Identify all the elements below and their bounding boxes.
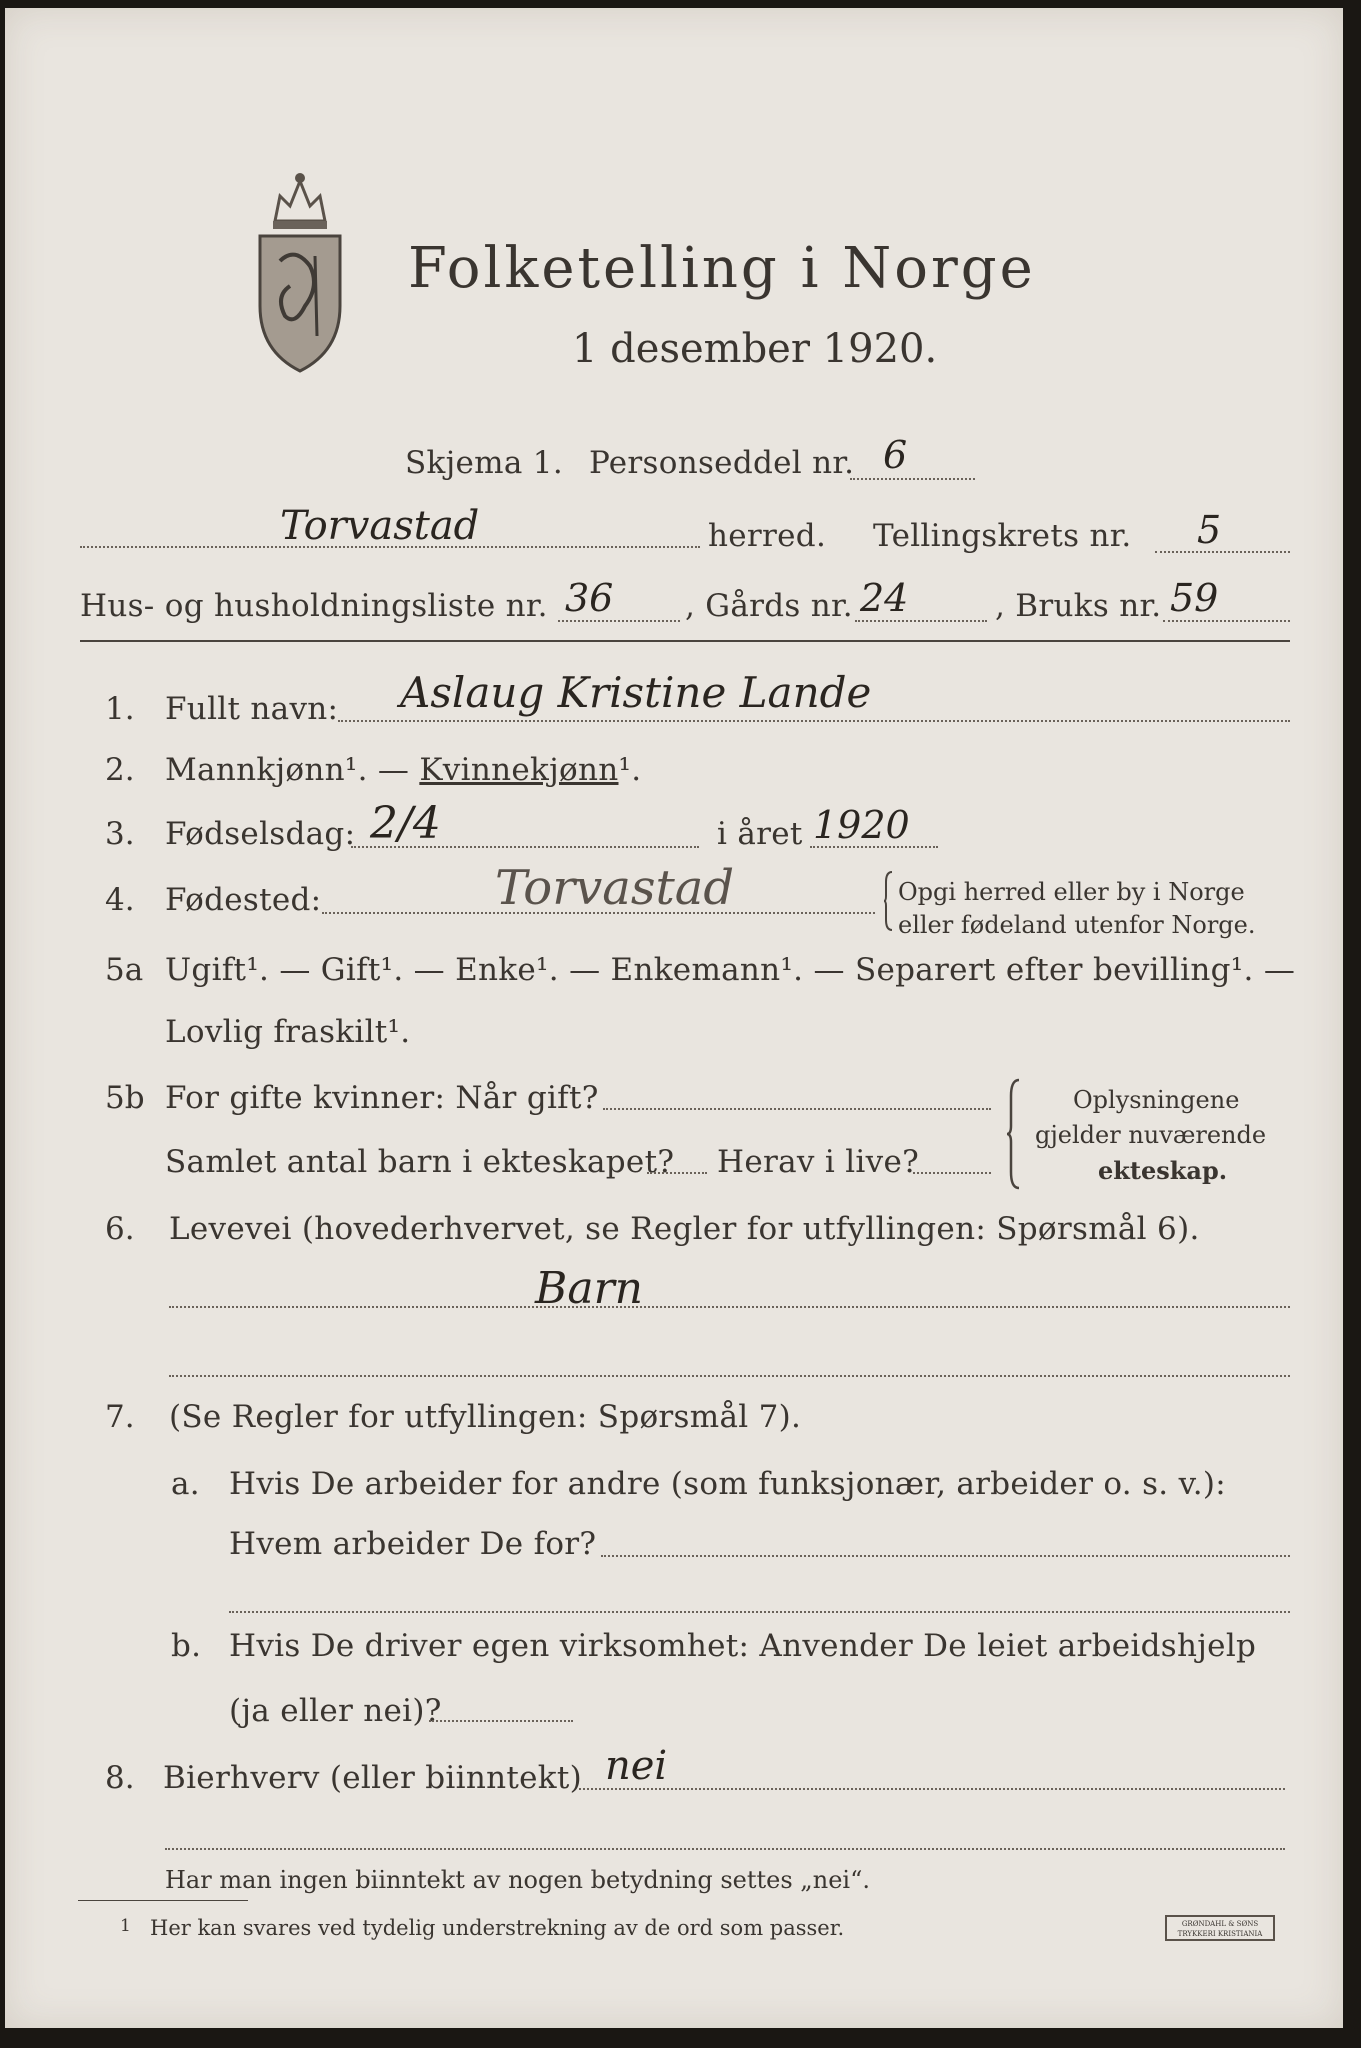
q7b-letter: b. xyxy=(171,1628,202,1664)
q5a-text: Ugift¹. — Gift¹. — Enke¹. — Enkemann¹. — Separert efter bevilling¹. — xyxy=(165,952,1296,988)
q2-male-option: Mannkjønn¹. — xyxy=(165,752,420,788)
personseddel-value: 6 xyxy=(883,433,908,477)
q2-female-option: Kvinnekjønn xyxy=(419,752,619,788)
brace-icon xyxy=(883,870,893,932)
q7-label: (Se Regler for utfyllingen: Spørsmål 7). xyxy=(169,1399,802,1435)
q1-label: Fullt navn: xyxy=(165,691,339,727)
gards-value: 24 xyxy=(860,576,909,620)
q7b-line xyxy=(429,1720,573,1722)
q2-number: 2. xyxy=(105,752,135,788)
hus-label: Hus- og husholdningsliste nr. xyxy=(80,588,548,624)
bruks-line xyxy=(1163,620,1290,622)
q5b-alive-label: Herav i live? xyxy=(717,1144,920,1180)
hus-line xyxy=(558,620,680,622)
q2-text xyxy=(165,752,641,788)
footnote-marker: 1 xyxy=(120,1916,131,1936)
q4-note-line2: eller fødeland utenfor Norge. xyxy=(898,911,1256,939)
q1-line xyxy=(338,720,1290,722)
q4-note-line1: Opgi herred eller by i Norge xyxy=(898,878,1245,906)
census-form-page xyxy=(5,8,1343,2028)
brace-icon xyxy=(1005,1078,1021,1190)
q8-label: Bierhverv (eller biinntekt) xyxy=(163,1760,583,1796)
q5b-married-line xyxy=(603,1108,991,1110)
personseddel-label: Personseddel nr. xyxy=(589,445,855,481)
q5a-text-continued: Lovlig fraskilt¹. xyxy=(165,1014,411,1050)
printer-stamp: GRØNDAHL & SØNS TRYKKERI KRISTIANIA xyxy=(1165,1915,1275,1941)
q3-value: 2/4 xyxy=(370,798,441,849)
gards-label: , Gårds nr. xyxy=(685,588,853,624)
skjema-label: Skjema 1. xyxy=(405,445,563,481)
footnote-text: Her kan svares ved tydelig understrekning av de ord som passer. xyxy=(150,1916,845,1940)
q4-number: 4. xyxy=(105,882,135,918)
q4-value: Torvastad xyxy=(495,860,735,916)
coat-of-arms-icon xyxy=(245,166,355,376)
q7a-letter: a. xyxy=(171,1466,200,1502)
q3-number: 3. xyxy=(105,816,135,852)
q7a-line-1 xyxy=(601,1555,1290,1557)
q5b-number: 5b xyxy=(105,1080,145,1116)
q6-value: Barn xyxy=(535,1263,643,1314)
q5a-number: 5a xyxy=(105,952,144,988)
q7b-text: Hvis De driver egen virksomhet: Anvender De leiet arbeidshjelp xyxy=(229,1628,1257,1664)
census-date: 1 desember 1920. xyxy=(572,326,938,372)
herred-value: Torvastad xyxy=(280,503,480,549)
q5b-children-label: Samlet antal barn i ekteskapet? xyxy=(165,1144,675,1180)
q4-note-brace xyxy=(883,870,893,937)
page-title: Folketelling i Norge xyxy=(408,236,1036,301)
q5b-married-label: For gifte kvinner: Når gift? xyxy=(165,1080,599,1116)
q7-number: 7. xyxy=(105,1399,135,1435)
q5b-note-line1: Oplysningene xyxy=(1073,1086,1240,1114)
hus-value: 36 xyxy=(565,576,614,620)
q1-number: 1. xyxy=(105,691,135,727)
q7a-text: Hvis De arbeider for andre (som funksjonær, arbeider o. s. v.): xyxy=(229,1466,1227,1502)
q6-line-2 xyxy=(169,1375,1290,1377)
bruks-label: , Bruks nr. xyxy=(995,588,1162,624)
q7a-line-2 xyxy=(229,1611,1290,1613)
q3-year-value: 1920 xyxy=(813,803,910,847)
q7b-label: (ja eller nei)? xyxy=(229,1693,442,1729)
header-divider xyxy=(80,640,1290,642)
personseddel-line xyxy=(850,478,975,480)
q8-line-1 xyxy=(579,1788,1285,1790)
q4-label: Fødested: xyxy=(165,882,322,918)
q8-note: Har man ingen biinntekt av nogen betydning settes „nei“. xyxy=(165,1866,870,1894)
q6-number: 6. xyxy=(105,1211,135,1247)
bruks-value: 59 xyxy=(1170,576,1219,620)
q5b-alive-line xyxy=(913,1172,991,1174)
tellingskrets-line xyxy=(1155,551,1290,553)
q5b-note-brace xyxy=(1005,1078,1021,1194)
q1-value: Aslaug Kristine Lande xyxy=(400,668,872,717)
q8-number: 8. xyxy=(105,1760,135,1796)
tellingskrets-value: 5 xyxy=(1197,508,1222,552)
q5b-children-line xyxy=(647,1172,707,1174)
q6-label: Levevei (hovederhvervet, se Regler for utfyllingen: Spørsmål 6). xyxy=(169,1211,1200,1247)
q2-footnote-ref: ¹. xyxy=(618,752,642,788)
herred-label: herred. xyxy=(708,518,827,554)
q5b-note-line2: gjelder nuværende xyxy=(1035,1121,1267,1149)
footnote-divider xyxy=(78,1900,248,1901)
q8-value: nei xyxy=(605,1743,668,1789)
q3-year-label: i året xyxy=(717,816,803,852)
q3-label: Fødselsdag: xyxy=(165,816,356,852)
tellingskrets-label: Tellingskrets nr. xyxy=(873,518,1132,554)
gards-line xyxy=(855,620,987,622)
q7a-label: Hvem arbeider De for? xyxy=(229,1526,597,1562)
q6-line-1 xyxy=(169,1306,1290,1308)
q5b-note-line3: ekteskap. xyxy=(1098,1156,1228,1185)
q8-line-2 xyxy=(165,1848,1285,1850)
